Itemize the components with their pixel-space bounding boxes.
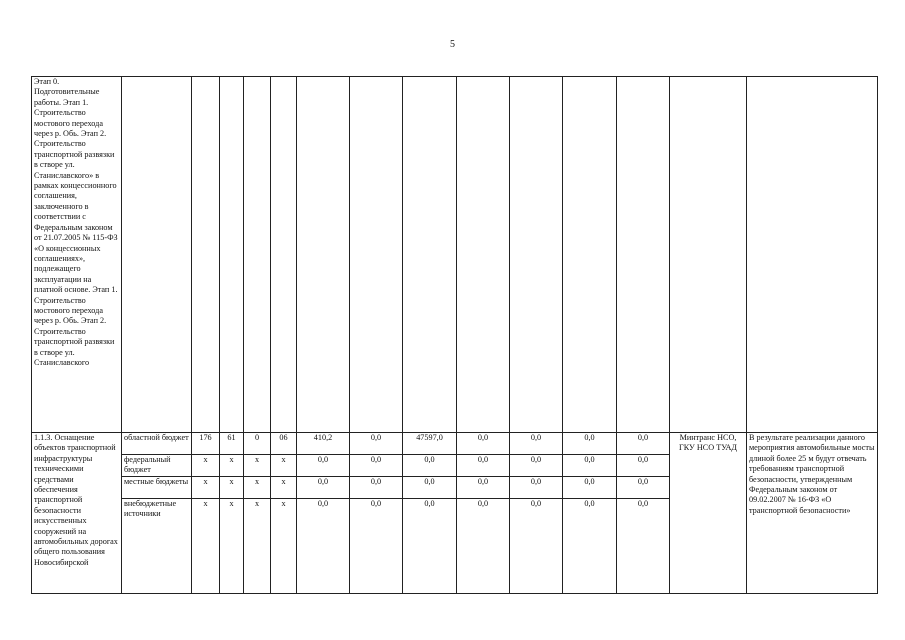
value-cell: 0,0 (297, 477, 350, 499)
code-cell: x (271, 499, 297, 594)
value-cell: 0,0 (403, 499, 457, 594)
funding-source: федеральный бюджет (122, 455, 192, 477)
value-cell: 0,0 (350, 499, 403, 594)
table-row (32, 77, 878, 433)
code-cell: x (244, 499, 271, 594)
value-cell: 0,0 (350, 477, 403, 499)
code-cell: x (220, 477, 244, 499)
value-cell: 0,0 (510, 477, 563, 499)
value-cell: 0,0 (457, 455, 510, 477)
value-cell: 0,0 (617, 477, 670, 499)
value-cell: 0,0 (617, 499, 670, 594)
value-cell: 0,0 (563, 477, 617, 499)
table-row (32, 433, 878, 455)
code-cell: 06 (271, 433, 297, 455)
code-cell: x (192, 477, 220, 499)
measure-name-cell: 1.1.3. Оснащение объектов транспортной инфраструктуры техническими средствами обеспечения транспортной безопасности искусственных сооружений на автомобильных дорогах общего пользования Новосибирской (32, 433, 122, 594)
value-cell: 0,0 (563, 499, 617, 594)
code-cell: 0 (244, 433, 271, 455)
funding-source: местные бюджеты (122, 477, 192, 499)
code-cell: 176 (192, 433, 220, 455)
code-cell: x (244, 477, 271, 499)
value-cell: 0,0 (510, 455, 563, 477)
value-cell: 0,0 (510, 433, 563, 455)
value-cell: 410,2 (297, 433, 350, 455)
code-cell: x (244, 455, 271, 477)
page-number: 5 (450, 39, 455, 50)
value-cell: 0,0 (350, 433, 403, 455)
value-cell: 0,0 (457, 433, 510, 455)
value-cell: 0,0 (510, 499, 563, 594)
funding-source: областной бюджет (122, 433, 192, 455)
stage-description-cell: Этап 0. Подготовительные работы. Этап 1. Строительство мостового перехода через р. Обь. Этап 2. Строительство транспортной развязки в створе ул. Станиславского» в рамках концессионного соглашения, заключенного в соответствии с Федеральным законом от 21.07.2005 № 115-ФЗ «О концессионных соглашениях», подлежащего эксплуатации на платной основе. Этап 1. Строительство мостового перехода через р. Обь. Этап 2. Строительство транспортной развязки в створе ул. Станиславского (32, 77, 122, 433)
value-cell: 0,0 (403, 455, 457, 477)
code-cell: x (271, 455, 297, 477)
result-cell: В результате реализации данного мероприятия автомобильные мосты длиной более 25 м будут отвечать требованиям транспортной безопасности, утвержденным Федеральным законом от 09.02.2007 № 16-ФЗ «О транспортной безопасности» (747, 433, 878, 594)
value-cell: 0,0 (350, 455, 403, 477)
code-cell: x (220, 499, 244, 594)
code-cell: x (192, 455, 220, 477)
value-cell: 0,0 (297, 455, 350, 477)
code-cell: x (271, 477, 297, 499)
code-cell: x (220, 455, 244, 477)
value-cell: 0,0 (403, 477, 457, 499)
program-table (31, 76, 878, 594)
value-cell: 0,0 (297, 499, 350, 594)
value-cell: 0,0 (457, 499, 510, 594)
code-cell: 61 (220, 433, 244, 455)
value-cell: 0,0 (617, 433, 670, 455)
value-cell: 0,0 (563, 433, 617, 455)
value-cell: 0,0 (457, 477, 510, 499)
funding-source: внебюджетные источники (122, 499, 192, 594)
value-cell: 47597,0 (403, 433, 457, 455)
value-cell: 0,0 (617, 455, 670, 477)
code-cell: x (192, 499, 220, 594)
value-cell: 0,0 (563, 455, 617, 477)
executor-cell: Минтранс НСО, ГКУ НСО ТУАД (670, 433, 747, 594)
